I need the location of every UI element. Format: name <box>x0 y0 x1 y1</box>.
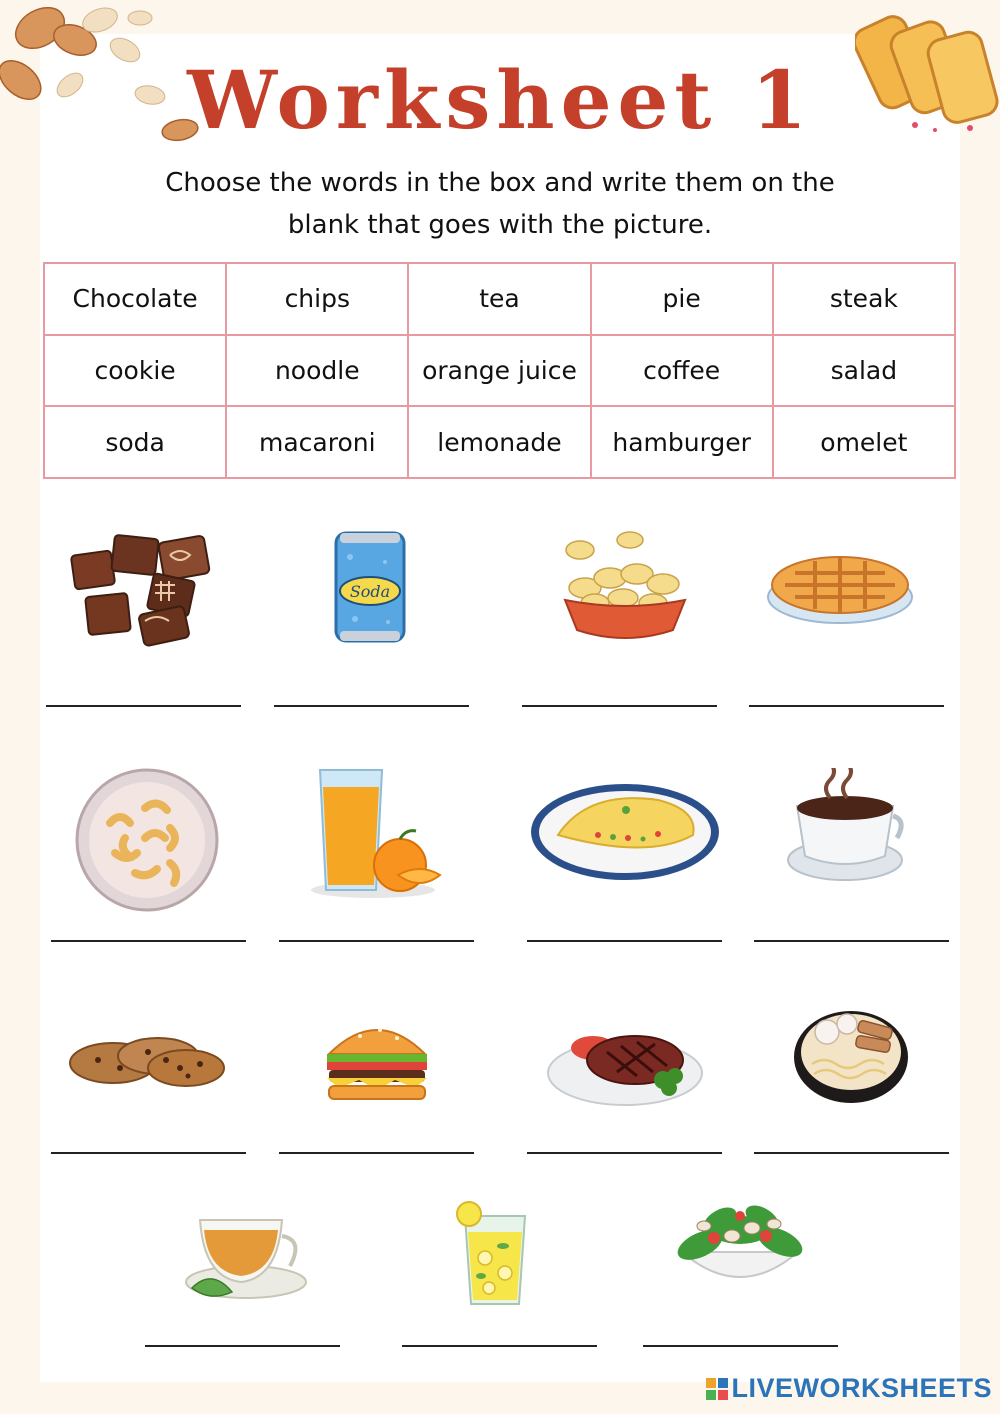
word-box-row <box>44 263 955 335</box>
brand-name: LIVEWORKSHEETS <box>731 1373 992 1403</box>
word-box-cell: soda <box>44 406 226 478</box>
omelet-icon <box>528 780 723 885</box>
chips-bowl-icon <box>555 528 695 643</box>
answer-blank[interactable] <box>754 1152 949 1154</box>
answer-blank[interactable] <box>51 940 246 942</box>
worksheet-title: Worksheet 1 <box>187 53 813 147</box>
word-box-cell: tea <box>408 263 590 335</box>
noodle-icon <box>792 1002 910 1104</box>
tea-icon <box>178 1200 308 1310</box>
soda-can-label: Soda <box>349 582 391 601</box>
cookie-icon <box>68 1028 228 1088</box>
answer-blank[interactable] <box>51 1152 246 1154</box>
word-box-cell: steak <box>773 263 955 335</box>
word-box-cell: orange juice <box>408 335 590 407</box>
answer-blank[interactable] <box>279 1152 474 1154</box>
orange-juice-icon <box>308 765 448 900</box>
word-box-table <box>43 262 956 479</box>
answer-blank[interactable] <box>527 1152 722 1154</box>
answer-blank[interactable] <box>402 1345 597 1347</box>
pie-icon <box>765 545 915 630</box>
hamburger-icon <box>325 1016 430 1101</box>
lemonade-icon <box>455 1198 535 1308</box>
answer-blank[interactable] <box>754 940 949 942</box>
word-box-cell: cookie <box>44 335 226 407</box>
macaroni-icon <box>75 768 220 913</box>
answer-blank[interactable] <box>749 705 944 707</box>
word-box-row <box>44 335 955 407</box>
instructions-line-2: blank that goes with the picture. <box>287 210 713 240</box>
word-box-cell: chips <box>226 263 408 335</box>
word-box-cell: coffee <box>591 335 773 407</box>
answer-blank[interactable] <box>279 940 474 942</box>
answer-blank[interactable] <box>643 1345 838 1347</box>
word-box-cell: hamburger <box>591 406 773 478</box>
word-box-cell: pie <box>591 263 773 335</box>
answer-blank[interactable] <box>46 705 241 707</box>
word-box-cell: noodle <box>226 335 408 407</box>
word-box-row <box>44 406 955 478</box>
coffee-icon <box>785 768 905 888</box>
soda-can-icon <box>330 527 410 647</box>
salad-icon <box>670 1190 810 1295</box>
answer-blank[interactable] <box>522 705 717 707</box>
answer-blank[interactable] <box>527 940 722 942</box>
instructions-line-1: Choose the words in the box and write them on the <box>165 168 835 198</box>
liveworksheets-logo-icon <box>706 1378 728 1400</box>
word-box-cell: macaroni <box>226 406 408 478</box>
word-box-cell: lemonade <box>408 406 590 478</box>
word-box-cell: salad <box>773 335 955 407</box>
chocolate-icon <box>65 525 225 650</box>
steak-icon <box>545 1018 705 1108</box>
answer-blank[interactable] <box>274 705 469 707</box>
word-box-cell: Chocolate <box>44 263 226 335</box>
answer-blank[interactable] <box>145 1345 340 1347</box>
liveworksheets-brand <box>706 1373 992 1404</box>
instructions <box>100 162 900 246</box>
word-box-cell: omelet <box>773 406 955 478</box>
